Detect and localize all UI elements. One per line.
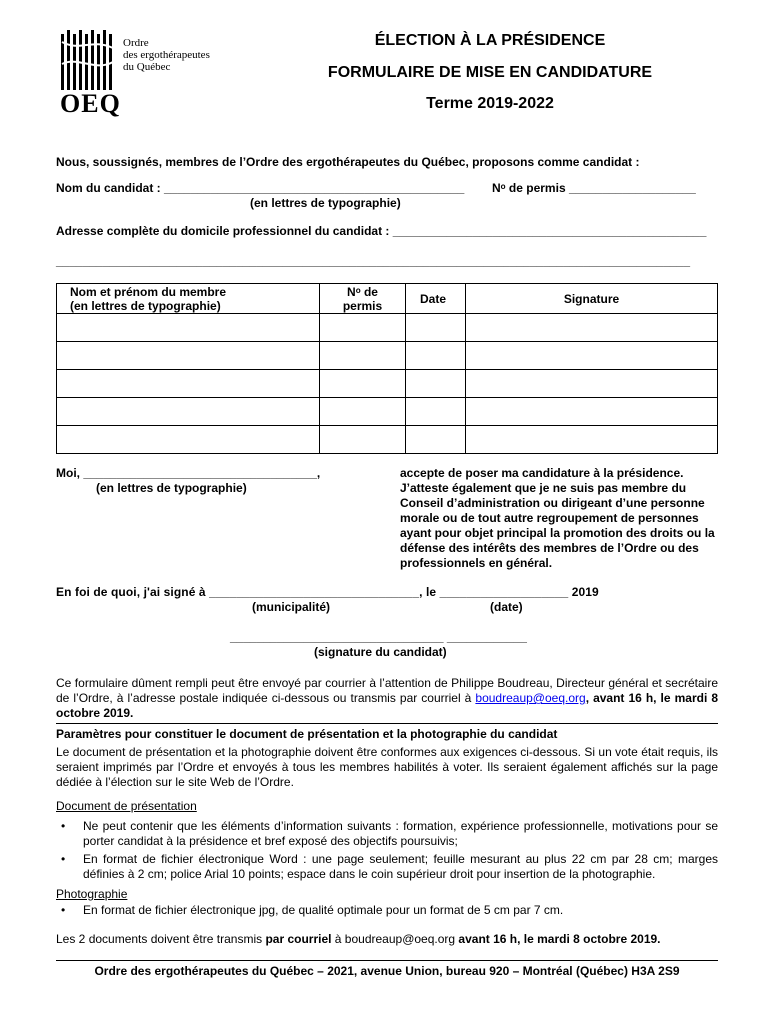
date-cell[interactable] <box>406 314 466 342</box>
moi-field[interactable]: Moi, ___________________________________, <box>56 466 321 480</box>
table-row <box>57 314 718 342</box>
date-cell[interactable] <box>406 426 466 454</box>
photo-heading: Photographie <box>56 887 128 901</box>
accept-statement: accepte de poser ma candidature à la présidence. <box>400 466 684 480</box>
name-cell[interactable] <box>57 426 320 454</box>
signature-cell[interactable] <box>466 342 718 370</box>
name-cell[interactable] <box>57 342 320 370</box>
header-text: Nᵒ de <box>347 284 378 299</box>
signature-cell[interactable] <box>466 398 718 426</box>
submission-paragraph <box>56 676 718 721</box>
document-bullets <box>56 819 718 882</box>
header-text: (en lettres de typographie) <box>70 298 221 313</box>
address-field-line2[interactable]: _______________________________________________________________________________________________ <box>56 254 691 268</box>
name-cell[interactable] <box>57 314 320 342</box>
logo-line: du Québec <box>123 61 171 73</box>
table-row <box>57 342 718 370</box>
oeq-logo-bars-icon <box>61 30 117 92</box>
final-instructions <box>56 932 661 946</box>
permit-cell[interactable] <box>320 314 406 342</box>
table-row <box>57 398 718 426</box>
signature-cell[interactable] <box>466 426 718 454</box>
form-title: FORMULAIRE DE MISE EN CANDIDATURE <box>327 64 653 81</box>
term-title: Terme 2019-2022 <box>426 95 554 112</box>
permit-cell[interactable] <box>320 342 406 370</box>
permit-cell[interactable] <box>320 426 406 454</box>
typography-note: (en lettres de typographie) <box>250 196 401 210</box>
date-cell[interactable] <box>406 398 466 426</box>
name-cell[interactable] <box>57 370 320 398</box>
footer-address: Ordre des ergothérapeutes du Québec – 2021, avenue Union, bureau 920 – Montréal (Québec) H3A 2S9 <box>94 964 680 978</box>
logo-line: des ergothérapeutes <box>123 49 210 61</box>
header-text: permis <box>342 298 383 313</box>
date-note: (date) <box>490 600 523 614</box>
logo-org-name <box>123 37 210 73</box>
email-link[interactable]: boudreaup@oeq.org <box>475 691 586 705</box>
final-email: à boudreaup@oeq.org <box>331 932 459 946</box>
moi-typography-note: (en lettres de typographie) <box>96 481 247 495</box>
list-item: • Ne peut contenir que les éléments d’information suivants : formation, expérience professionnelle, motivations pour se porter candidat à la présidence et bref exposé des objectifs poursuivis; <box>56 819 718 849</box>
proposers-table <box>56 283 718 454</box>
logo-line: Ordre <box>123 37 149 49</box>
signature-cell[interactable] <box>466 314 718 342</box>
table-row <box>57 370 718 398</box>
photo-bullets <box>56 903 718 918</box>
signature-cell[interactable] <box>466 370 718 398</box>
submission-deadline: , avant 16 h, le mardi 8 octobre 2019. <box>56 691 719 720</box>
column-header-name <box>57 284 320 314</box>
list-item: • En format de fichier électronique jpg, de qualité optimale pour un format de 5 cm par 7 cm. <box>56 903 718 918</box>
table-header-row <box>57 284 718 314</box>
candidate-name-field[interactable]: Nom du candidat : _____________________________________________ <box>56 181 465 195</box>
column-header-permit <box>320 284 406 314</box>
table-row <box>57 426 718 454</box>
permit-cell[interactable] <box>320 370 406 398</box>
signature-note: (signature du candidat) <box>314 645 447 659</box>
page-title: ÉLECTION À LA PRÉSIDENCE <box>374 32 606 49</box>
name-cell[interactable] <box>57 398 320 426</box>
permit-cell[interactable] <box>320 398 406 426</box>
footer-divider <box>56 960 718 961</box>
params-heading: Paramètres pour constituer le document de présentation et la photographie du candidat <box>56 727 558 741</box>
date-cell[interactable] <box>406 370 466 398</box>
municipality-note: (municipalité) <box>252 600 331 614</box>
signed-at-field[interactable]: En foi de quoi, j'ai signé à _______________________________, le ___________________ 2019 <box>56 585 599 599</box>
params-intro: Le document de présentation et la photographie doivent être conformes aux exigences ci-dessous. Si un vote était requis, ils seraient imprimés par l’Ordre et envoyés à tous les membres habilités à voter. Ils seraient également affichés sur la page dédiée à l’élection sur le site Web de l’Ordre. <box>56 745 718 789</box>
logo-acronym: OEQ <box>60 89 121 118</box>
attestation-text: J’atteste également que je ne suis pas membre du Conseil d’administration ou dirigeant d’une personne morale ou de tout autre regroupement de personnes ayant pour objet principal la promotion des droits ou la défense des intérêts des membres de l’Ordre ou des professionnels en général. <box>400 481 715 570</box>
address-field[interactable]: Adresse complète du domicile professionnel du candidat : _______________________________________________ <box>56 224 707 238</box>
permit-number-field[interactable]: Nᵒ de permis ___________________ <box>492 181 696 195</box>
final-bold-method: par courriel <box>265 932 332 946</box>
column-header-signature: Signature <box>466 284 718 314</box>
divider <box>56 723 718 724</box>
candidate-signature-field[interactable]: ________________________________ ____________ <box>230 630 527 644</box>
intro-text: Nous, soussignés, membres de l’Ordre des ergothérapeutes du Québec, proposons comme candidat : <box>56 155 640 169</box>
document-heading: Document de présentation <box>56 799 197 813</box>
date-cell[interactable] <box>406 342 466 370</box>
final-text: Les 2 documents doivent être transmis <box>56 932 266 946</box>
header-text: Nom et prénom du membre <box>70 284 227 299</box>
submission-text: Ce formulaire dûment rempli peut être envoyé par courrier à l’attention de Philippe Boudreau, Directeur général et secrétaire de l’Ordre, à l’adresse postale indiquée ci-dessous ou transmis par courriel à <box>56 676 718 705</box>
column-header-date: Date <box>406 284 466 314</box>
final-bold-deadline: avant 16 h, le mardi 8 octobre 2019. <box>458 932 661 946</box>
list-item: • En format de fichier électronique Word : une page seulement; feuille mesurant au plus 22 cm par 28 cm; marges définies à 2 cm; police Arial 10 points; espace dans le coin supérieur droit pour insertion de la photographie. <box>56 852 718 882</box>
